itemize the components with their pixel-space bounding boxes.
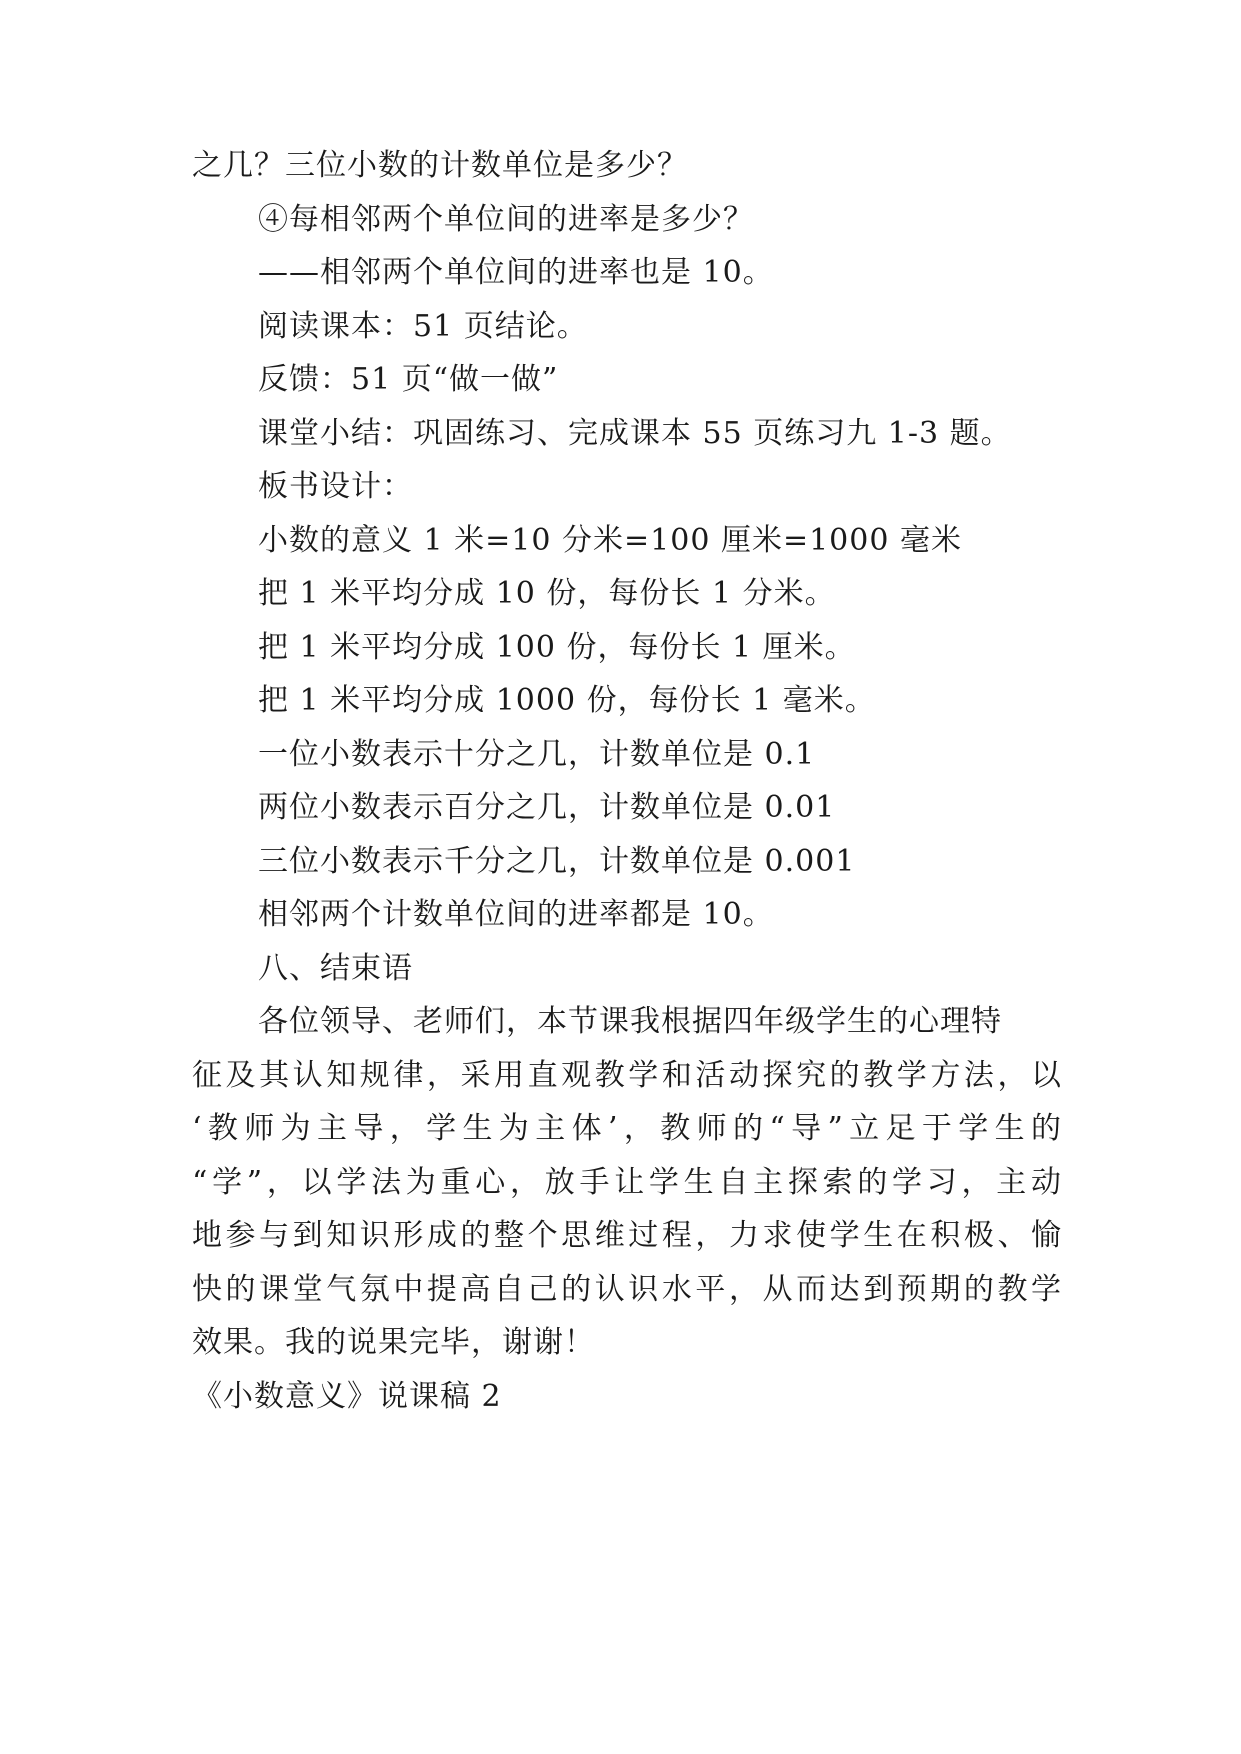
text-line: 之几？三位小数的计数单位是多少？ [192, 148, 688, 183]
paragraph-line: 各位领导、老师们，本节课我根据四年级学生的心理特 [258, 1004, 1002, 1039]
text-line: ——相邻两个单位间的进率也是 10。 [258, 255, 774, 290]
text-line: ④每相邻两个单位间的进率是多少？ [258, 202, 754, 237]
text-line: 相邻两个计数单位间的进率都是 10。 [258, 897, 774, 932]
paragraph-line: 征及其认知规律，采用直观教学和活动探究的教学方法，以 [192, 1058, 1062, 1093]
document-title: 《小数意义》说课稿 2 [192, 1379, 502, 1414]
text-line: 课堂小结：巩固练习、完成课本 55 页练习九 1-3 题。 [258, 416, 1012, 451]
text-line: 小数的意义 1 米=10 分米=100 厘米=1000 毫米 [258, 523, 962, 558]
text-line: 阅读课本：51 页结论。 [258, 309, 588, 344]
text-line: 把 1 米平均分成 10 份，每份长 1 分米。 [258, 576, 836, 611]
text-line: 反馈：51 页“做一做” [258, 362, 559, 397]
text-line: 把 1 米平均分成 1000 份，每份长 1 毫米。 [258, 683, 876, 718]
paragraph-line: “学”，以学法为重心，放手让学生自主探索的学习，主动 [192, 1165, 1062, 1200]
paragraph-line: 效果。我的说果完毕，谢谢！ [192, 1325, 595, 1360]
text-line: 把 1 米平均分成 100 份，每份长 1 厘米。 [258, 630, 856, 665]
paragraph-line: 快的课堂气氛中提高自己的认识水平，从而达到预期的教学 [192, 1272, 1062, 1307]
paragraph-line: 地参与到知识形成的整个思维过程，力求使学生在积极、愉 [192, 1218, 1062, 1253]
section-heading: 板书设计： [258, 469, 413, 504]
text-line: 两位小数表示百分之几，计数单位是 0.01 [258, 790, 836, 825]
paragraph-line: ‘教师为主导，学生为主体’，教师的“导”立足于学生的 [192, 1111, 1062, 1146]
text-line: 三位小数表示千分之几，计数单位是 0.001 [258, 844, 856, 879]
text-line: 一位小数表示十分之几，计数单位是 0.1 [258, 737, 816, 772]
section-heading: 八、结束语 [258, 951, 413, 986]
